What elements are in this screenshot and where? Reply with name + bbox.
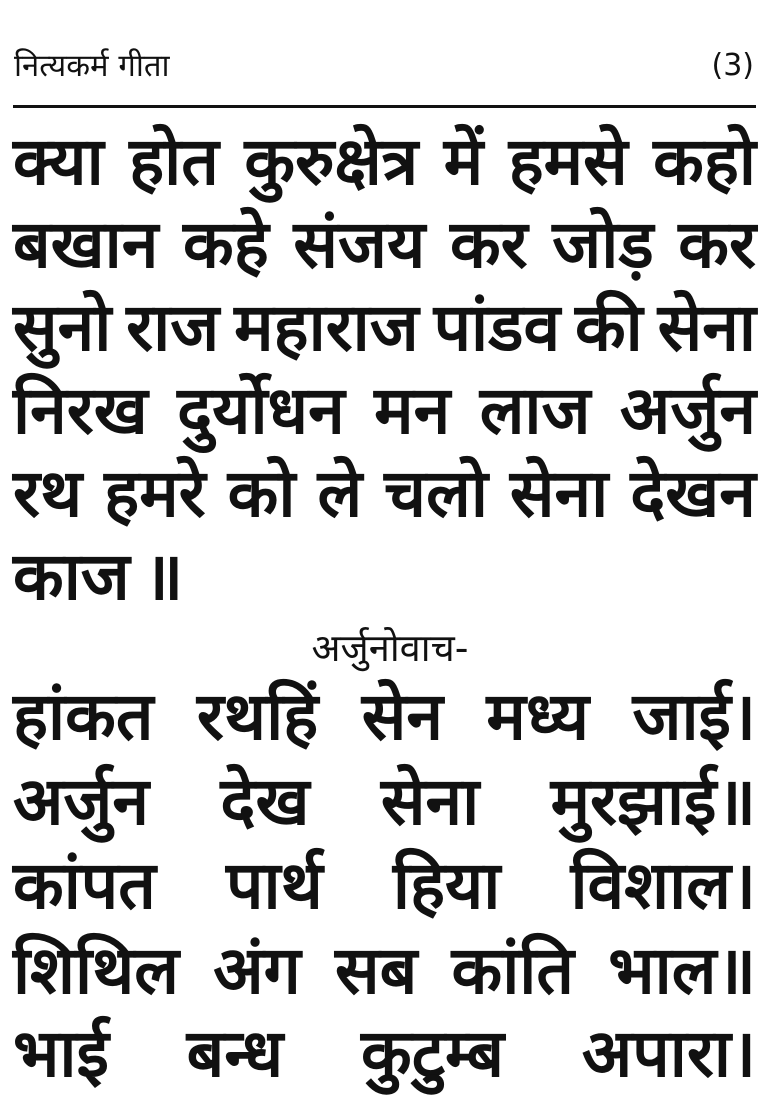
verse-word: सेना <box>657 289 756 366</box>
chaupai-word: अंग <box>213 932 301 1009</box>
chaupai-word: कांति <box>451 932 575 1009</box>
page-header <box>14 44 754 88</box>
chaupai-word: भाल॥ <box>608 932 756 1009</box>
chaupai-word: मध्य <box>486 678 589 755</box>
verse-word: की <box>574 289 643 366</box>
chaupai-line-4 <box>13 931 756 1011</box>
verse-word: में <box>443 123 484 200</box>
chaupai-line-1 <box>13 677 756 757</box>
verse-line-6 <box>13 537 756 617</box>
verse-word: बखान <box>13 206 159 283</box>
chaupai-word: शिथिल <box>13 932 179 1009</box>
verse-word: जोड़ <box>552 206 654 283</box>
verse-word: कुरुक्षेत्र <box>244 123 419 200</box>
chaupai-word: सब <box>335 932 418 1009</box>
chaupai-word: हांकत <box>13 678 154 755</box>
verse-end-mark: ॥ <box>143 538 184 615</box>
verse-word: काज <box>13 538 130 615</box>
chaupai-word: भाई <box>13 1015 109 1092</box>
verse-word: निरख <box>13 372 148 449</box>
speaker-heading: अर्जुनोवाच- <box>311 626 469 670</box>
verse-word: चलो <box>384 455 488 532</box>
verse-word: सुनो <box>13 289 112 366</box>
verse-word: देखन <box>630 455 756 532</box>
verse-word: पांडव <box>433 289 561 366</box>
book-title: नित्यकर्म गीता <box>14 47 170 84</box>
verse-word: हमसे <box>508 123 628 200</box>
verse-line-4 <box>13 371 756 451</box>
verse-word: होत <box>129 123 219 200</box>
verse-word: ले <box>317 455 363 532</box>
verse-word: कहो <box>653 123 756 200</box>
verse-word: दुर्योधन <box>177 372 345 449</box>
chaupai-word: पार्थ <box>225 847 323 924</box>
verse-word: लाज <box>479 372 591 449</box>
verse-word: क्या <box>13 123 104 200</box>
chaupai-line-5 <box>13 1014 756 1094</box>
header-rule <box>13 105 756 108</box>
chaupai-word: जाई। <box>632 678 756 755</box>
chaupai-word: रथहिं <box>196 678 319 755</box>
chaupai-line-2 <box>13 762 756 842</box>
verse-word: महाराज <box>234 289 419 366</box>
verse-word: रथ <box>13 455 83 532</box>
chaupai-word: हिया <box>392 847 501 924</box>
verse-word: हमरे <box>104 455 206 532</box>
verse-word: सेना <box>509 455 609 532</box>
page-number: (3) <box>711 48 754 83</box>
chaupai-word: विशाल। <box>570 847 756 924</box>
verse-word: अर्जुन <box>619 372 756 449</box>
verse-word: कहे <box>183 206 269 283</box>
chaupai-line-3 <box>13 846 756 926</box>
verse-word: मन <box>374 372 451 449</box>
verse-word: संजय <box>293 206 426 283</box>
verse-word: कर <box>449 206 528 283</box>
chaupai-word: बन्ध <box>186 1015 284 1092</box>
verse-word: राज <box>126 289 220 366</box>
chaupai-word: अपारा। <box>581 1015 756 1092</box>
chaupai-word: देख <box>220 763 310 840</box>
verse-line-5 <box>13 454 756 534</box>
chaupai-word: अर्जुन <box>13 763 150 840</box>
verse-line-2 <box>13 205 756 285</box>
chaupai-word: कांपत <box>13 847 156 924</box>
verse-line-1 <box>13 122 756 202</box>
chaupai-word: मुरझाई॥ <box>550 763 756 840</box>
verse-word: कर <box>678 206 756 283</box>
verse-line-3 <box>13 288 756 368</box>
verse-word: को <box>227 455 296 532</box>
chaupai-word: सेन <box>361 678 443 755</box>
chaupai-word: सेना <box>380 763 480 840</box>
chaupai-word: कुटुम्ब <box>361 1015 505 1092</box>
